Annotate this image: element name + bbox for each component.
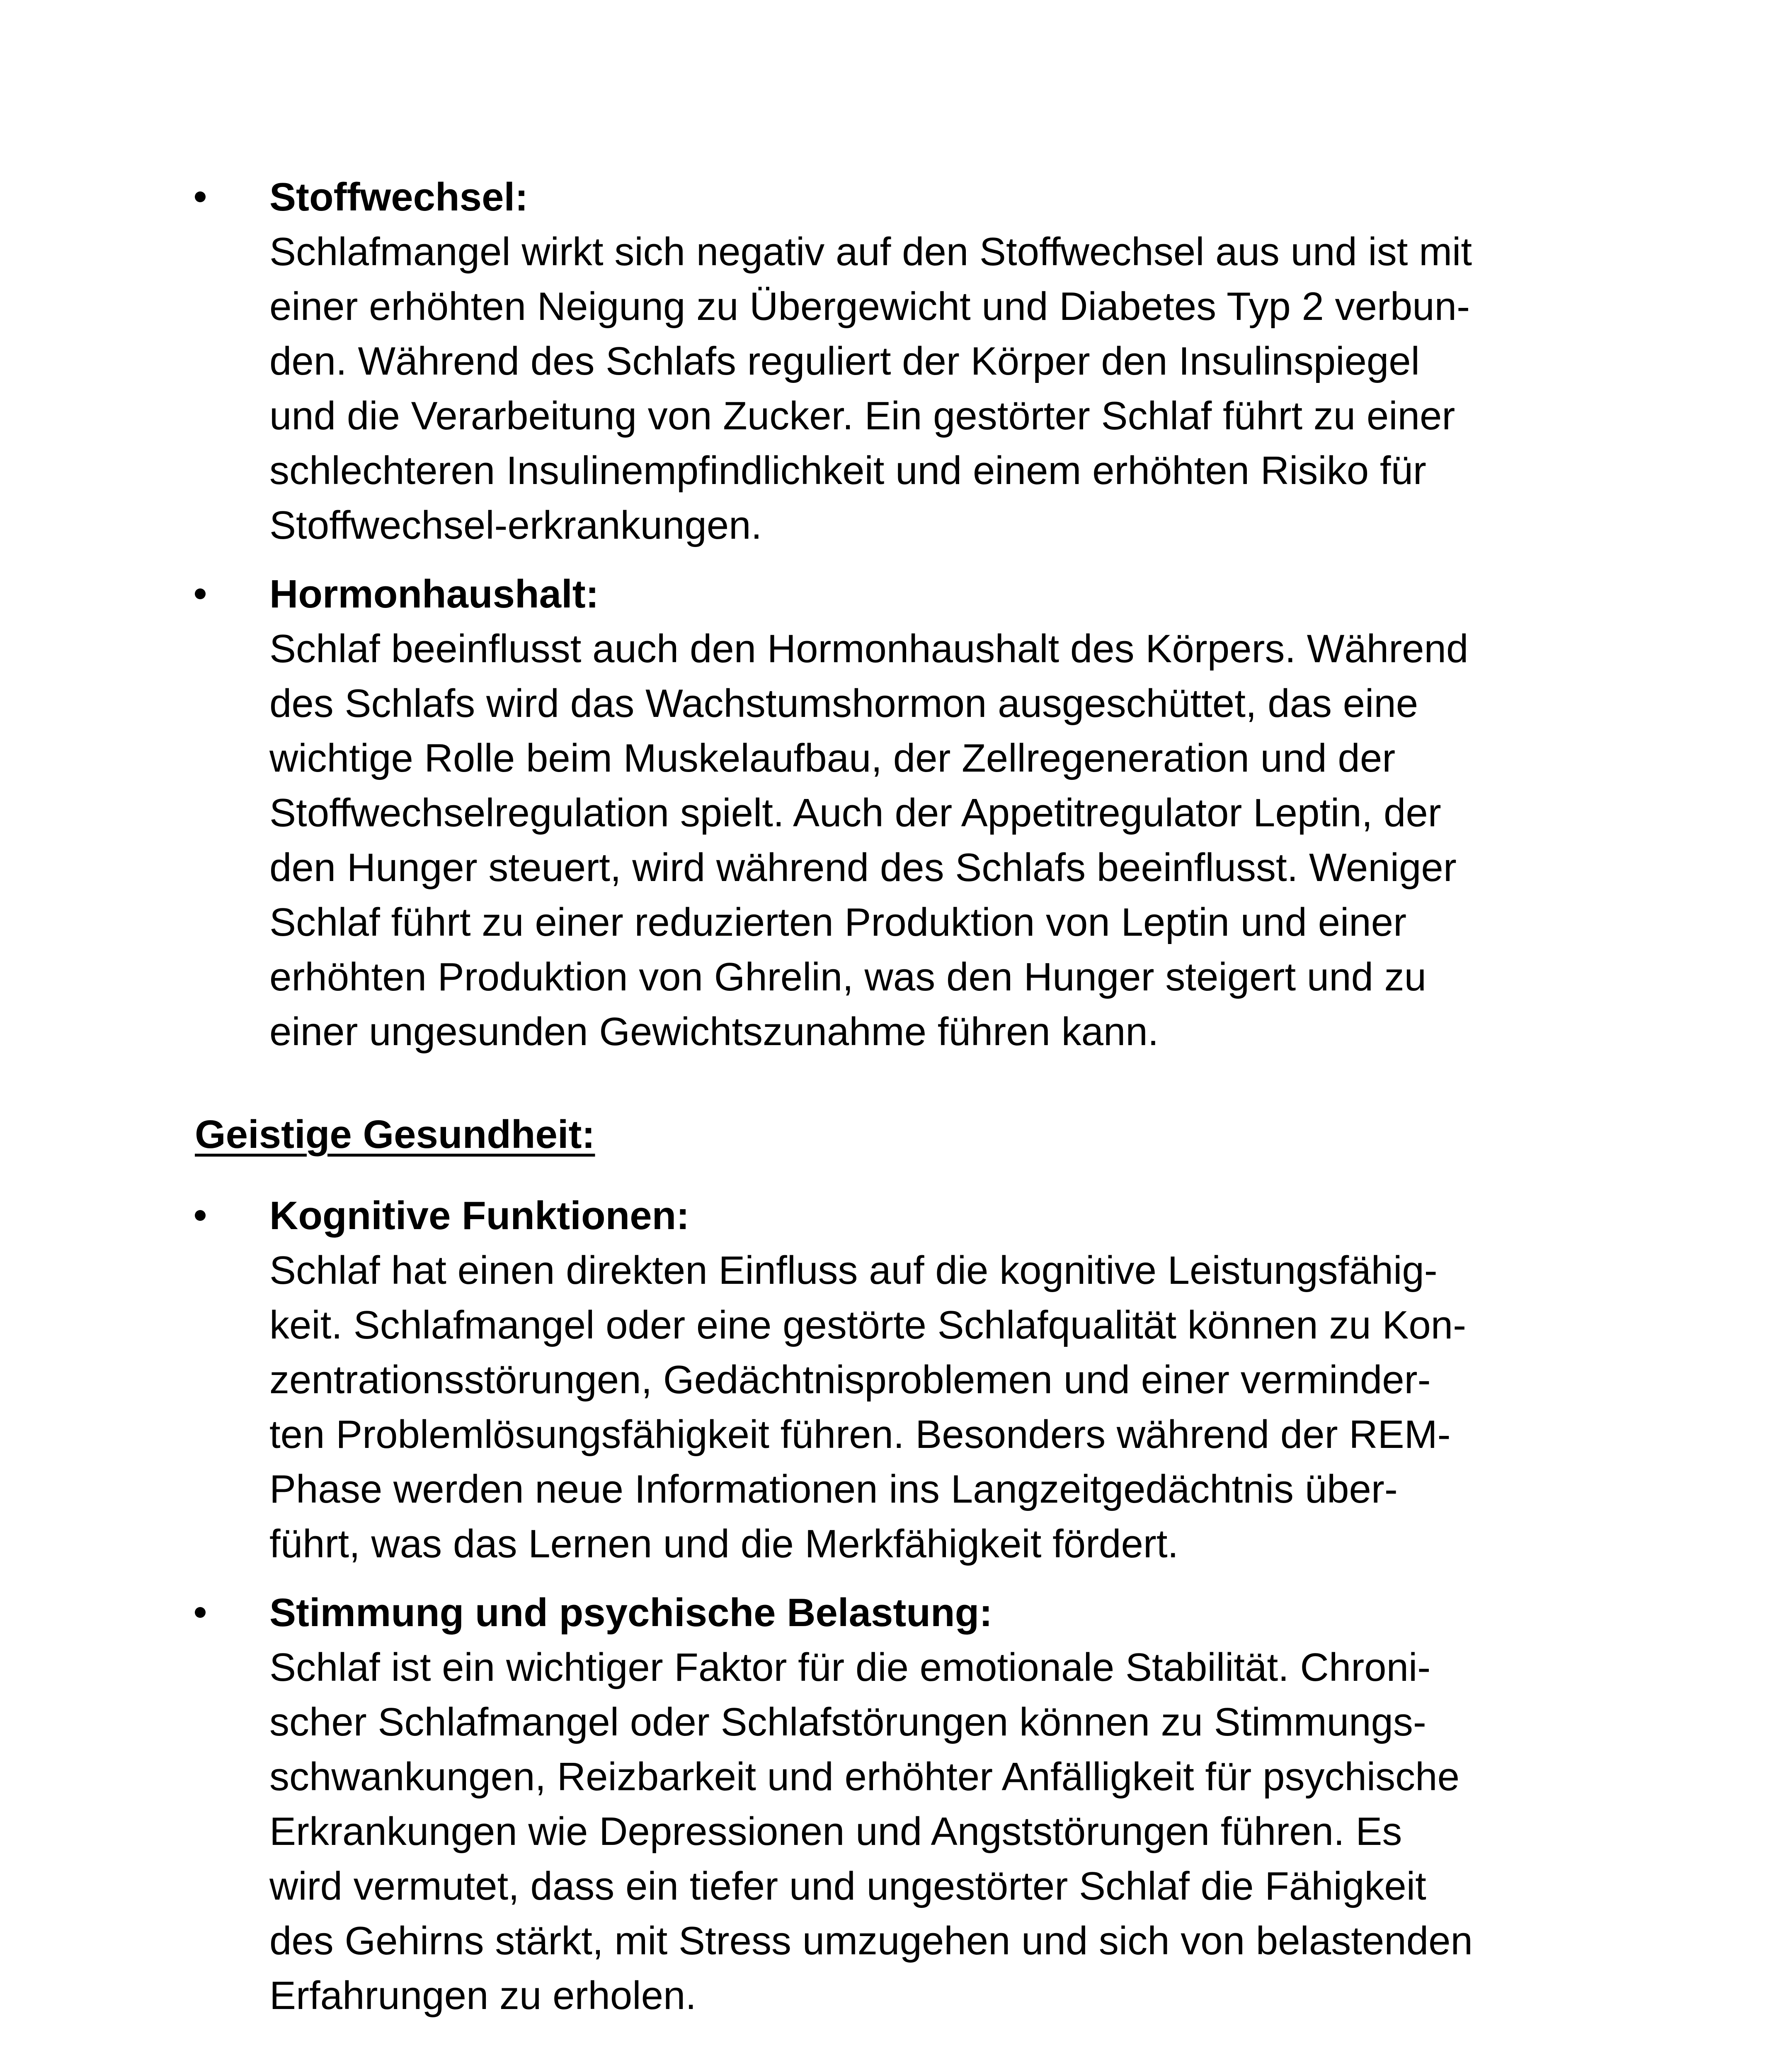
section-heading: Geistige Gesundheit: xyxy=(195,1112,595,1157)
paragraph-line: des Gehirns stärkt, mit Stress umzugehen und sich von belastenden xyxy=(269,1919,1473,1963)
paragraph-line: Schlaf beeinflusst auch den Hormonhaushalt des Körpers. Während xyxy=(269,627,1469,671)
bullet-icon xyxy=(195,1210,206,1221)
paragraph-line: schwankungen, Reizbarkeit und erhöhter Anfälligkeit für psychische xyxy=(269,1755,1460,1799)
bullet-content xyxy=(269,1188,1567,1571)
paragraph-line: keit. Schlafmangel oder eine gestörte Schlafqualität können zu Kon- xyxy=(269,1303,1467,1347)
paragraph-line: den. Während des Schlafs reguliert der Körper den Insulinspiegel xyxy=(269,339,1420,383)
paragraph-line: führt, was das Lernen und die Merkfähigkeit fördert. xyxy=(269,1522,1179,1566)
paragraph-line: ten Problemlösungsfähigkeit führen. Besonders während der REM- xyxy=(269,1412,1451,1457)
paragraph-line: einer ungesunden Gewichtszunahme führen kann. xyxy=(269,1009,1159,1054)
bullet-title: Hormonhaushalt: xyxy=(269,572,599,616)
paragraph-line: Erkrankungen wie Depressionen und Angststörungen führen. Es xyxy=(269,1809,1402,1854)
paragraph-line: Phase werden neue Informationen ins Langzeitgedächtnis über- xyxy=(269,1467,1398,1511)
paragraph-line: Erfahrungen zu erholen. xyxy=(269,1973,697,2018)
bullet-title: Stimmung und psychische Belastung: xyxy=(269,1590,993,1635)
paragraph-line: zentrationsstörungen, Gedächtnisproblemen und einer verminder- xyxy=(269,1358,1431,1402)
bullet-icon xyxy=(195,191,206,202)
paragraph-line: Stoffwechselregulation spielt. Auch der Appetitregulator Leptin, der xyxy=(269,791,1441,835)
bullet-icon xyxy=(195,1607,206,1618)
bullet-title: Stoffwechsel: xyxy=(269,175,529,219)
paragraph-line: schlechteren Insulinempfindlichkeit und einem erhöhten Risiko für xyxy=(269,448,1426,493)
bullet-content xyxy=(269,567,1567,1059)
paragraph-line: scher Schlafmangel oder Schlafstörungen können zu Stimmungs- xyxy=(269,1700,1426,1744)
paragraph-line: wichtige Rolle beim Muskelaufbau, der Zellregeneration und der xyxy=(269,736,1396,780)
bullet-icon xyxy=(195,588,206,599)
paragraph-line: einer erhöhten Neigung zu Übergewicht und Diabetes Typ 2 verbun- xyxy=(269,284,1470,329)
paragraph-line: Schlaf führt zu einer reduzierten Produktion von Leptin und einer xyxy=(269,900,1407,944)
bullet-content xyxy=(269,170,1567,553)
paragraph-line: wird vermutet, dass ein tiefer und ungestörter Schlaf die Fähigkeit xyxy=(269,1864,1426,1908)
paragraph-line: und die Verarbeitung von Zucker. Ein gestörter Schlaf führt zu einer xyxy=(269,394,1455,438)
paragraph-line: Schlaf ist ein wichtiger Faktor für die emotionale Stabilität. Chroni- xyxy=(269,1645,1431,1690)
paragraph-line: Stoffwechsel-erkrankungen. xyxy=(269,503,762,547)
paragraph-line: Schlafmangel wirkt sich negativ auf den Stoffwechsel aus und ist mit xyxy=(269,230,1472,274)
paragraph-line: den Hunger steuert, wird während des Schlafs beeinflusst. Weniger xyxy=(269,845,1457,890)
bullet-content xyxy=(269,1585,1567,2023)
paragraph-line: Schlaf hat einen direkten Einfluss auf die kognitive Leistungsfähig- xyxy=(269,1248,1438,1293)
paragraph-line: erhöhten Produktion von Ghrelin, was den Hunger steigert und zu xyxy=(269,955,1427,999)
bullet-title: Kognitive Funktionen: xyxy=(269,1193,690,1238)
paragraph-line: des Schlafs wird das Wachstumshormon ausgeschüttet, das eine xyxy=(269,681,1418,726)
